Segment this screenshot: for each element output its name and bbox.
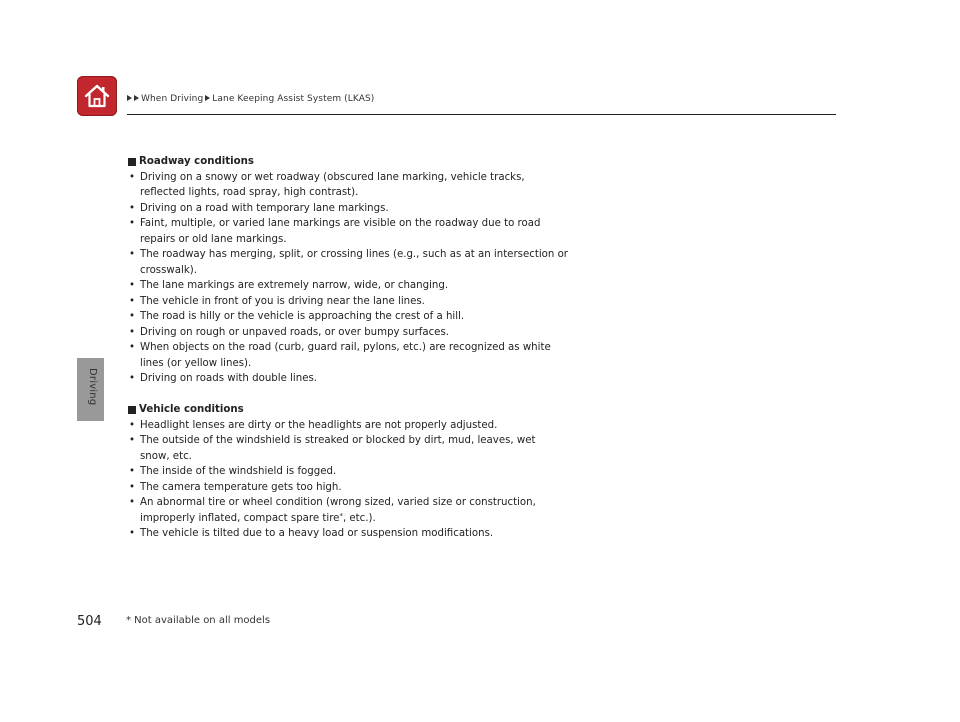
header-rule bbox=[127, 114, 836, 115]
list-item: • Driving on roads with double lines. bbox=[128, 371, 568, 387]
bullet-icon: • bbox=[129, 218, 136, 229]
list-item: • The roadway has merging, split, or crossing lines (e.g., such as at an intersection or crosswalk). bbox=[129, 249, 568, 276]
list-item bbox=[128, 495, 568, 526]
list-item: • Faint, multiple, or varied lane markings are visible on the roadway due to road repairs or old lane markings. bbox=[129, 218, 541, 245]
list-item: • Headlight lenses are dirty or the headlights are not properly adjusted. bbox=[128, 418, 568, 434]
condition-list bbox=[128, 418, 568, 542]
bullet-icon: • bbox=[129, 466, 136, 477]
square-bullet-icon bbox=[128, 158, 136, 166]
roadway-conditions-section bbox=[128, 154, 568, 387]
list-item: • Driving on a snowy or wet roadway (obscured lane marking, vehicle tracks, reflected lights, road spray, high contrast). bbox=[129, 171, 525, 198]
bullet-icon: • bbox=[129, 497, 136, 508]
bullet-icon: • bbox=[129, 171, 136, 183]
home-button[interactable] bbox=[77, 76, 117, 116]
breadcrumb bbox=[127, 94, 376, 104]
bullet-icon: • bbox=[129, 202, 136, 214]
list-item: • The vehicle in front of you is driving near the lane lines. bbox=[128, 294, 568, 310]
list-item: • The road is hilly or the vehicle is approaching the crest of a hill. bbox=[128, 309, 568, 325]
breadcrumb-item[interactable]: Lane Keeping Assist System (LKAS) bbox=[212, 94, 375, 104]
section-heading bbox=[128, 402, 568, 418]
section-heading-text: Vehicle conditions bbox=[139, 404, 244, 415]
bullet-icon: • bbox=[129, 373, 136, 384]
condition-list bbox=[128, 170, 568, 387]
triangle-right-icon bbox=[127, 95, 132, 101]
bullet-icon: • bbox=[129, 249, 136, 260]
bullet-icon: • bbox=[129, 280, 136, 291]
list-item: • The camera temperature gets too high. bbox=[128, 480, 568, 496]
list-item: • Driving on rough or unpaved roads, or over bumpy surfaces. bbox=[128, 325, 568, 341]
page-number: 504 bbox=[77, 614, 102, 629]
list-item: • The inside of the windshield is fogged. bbox=[128, 464, 568, 480]
bullet-icon: • bbox=[129, 481, 136, 493]
list-item: • When objects on the road (curb, guard rail, pylons, etc.) are recognized as white lines (or yellow lines). bbox=[129, 342, 551, 369]
item-text-after: , etc.). bbox=[342, 512, 376, 524]
bullet-icon: • bbox=[129, 435, 136, 446]
bullet-icon: • bbox=[129, 528, 136, 539]
main-content bbox=[128, 154, 568, 557]
home-icon bbox=[80, 79, 114, 113]
footnote-marker[interactable]: * bbox=[339, 511, 343, 520]
section-heading bbox=[128, 154, 568, 170]
triangle-right-icon bbox=[134, 95, 139, 101]
list-item: • The vehicle is tilted due to a heavy load or suspension modifications. bbox=[128, 526, 568, 542]
triangle-right-icon bbox=[205, 95, 210, 101]
list-item: • Driving on a road with temporary lane markings. bbox=[128, 201, 568, 217]
vehicle-conditions-section bbox=[128, 402, 568, 542]
bullet-icon: • bbox=[129, 326, 136, 338]
square-bullet-icon bbox=[128, 406, 136, 414]
footnote: * Not available on all models bbox=[126, 615, 271, 626]
list-item: • The outside of the windshield is streaked or blocked by dirt, mud, leaves, wet snow, etc. bbox=[129, 435, 536, 462]
item-text: An abnormal tire or wheel condition (wrong sized, varied size or construction, improperly inflated, compact spare tire bbox=[140, 497, 536, 524]
bullet-icon: • bbox=[129, 419, 136, 431]
list-item: • The lane markings are extremely narrow, wide, or changing. bbox=[128, 278, 568, 294]
bullet-icon: • bbox=[129, 342, 136, 353]
bullet-icon: • bbox=[129, 295, 136, 307]
chapter-label: Driving bbox=[87, 368, 98, 406]
breadcrumb-item[interactable]: When Driving bbox=[141, 94, 204, 104]
section-heading-text: Roadway conditions bbox=[139, 156, 254, 167]
bullet-icon: • bbox=[129, 311, 136, 322]
